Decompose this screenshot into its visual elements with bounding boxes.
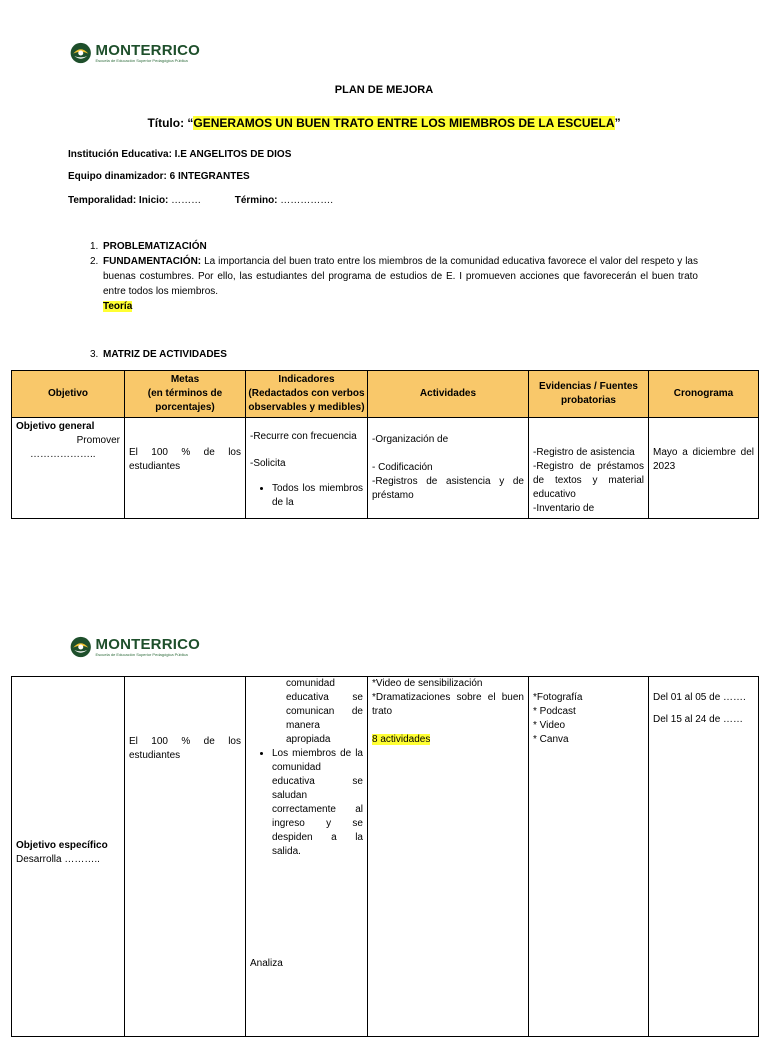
logo-name: MONTERRICO [95,41,200,59]
school-crest-icon [70,630,92,664]
logo-name: MONTERRICO [95,635,200,653]
title-highlight: GENERAMOS UN BUEN TRATO ENTRE LOS MIEMBROS DE LA ESCUELA [193,116,615,130]
row2-ind-bullet: • Los miembros de la comunidad educativa se saludan correctamente al ingreso y se despiden a la salida. [272,747,363,859]
institution-line: Institución Educativa: I.E ANGELITOS DE DIOS [68,149,292,160]
row1-objetivo-dots: ……………….. [30,449,96,460]
row2-ev-4: * Canva [533,734,569,745]
row1-ind-bullet: • Todos los miembros de la [272,482,363,510]
document-title [0,116,768,130]
matrix-header-row [12,371,759,418]
header-cronograma: Cronograma [649,371,759,418]
row1-objetivo-title: Objetivo general [16,421,95,432]
row2-act-highlight: 8 actividades [372,734,431,745]
section-3-number: 3. [90,349,99,360]
row1-actividades [368,418,529,519]
table-row [12,677,759,1037]
row2-act-2: *Dramatizaciones sobre el buen trato [372,692,524,717]
section-3-label: MATRIZ DE ACTIVIDADES [103,349,227,360]
row1-objetivo [12,418,125,519]
header-metas-sub: (en términos de porcentajes) [147,388,223,413]
row2-act-1: *Video de sensibilización [372,678,483,689]
row2-objetivo [12,677,125,1037]
section-2-highlight: Teoría [103,301,133,312]
document-heading: PLAN DE MEJORA [334,84,434,96]
header-indicadores [246,371,368,418]
header-actividades: Actividades [368,371,529,418]
row1-act-2: - Codificación [372,462,433,473]
row1-ind-list [250,482,363,510]
header-metas-title: Metas [170,374,200,385]
header-objetivo: Objetivo [12,371,125,418]
row1-evidencias [529,418,649,519]
row1-act-1: -Organización de [372,434,449,445]
row2-ev-3: * Video [533,720,566,731]
school-logo [70,34,200,72]
row1-ev-2: -Registro de préstamos de textos y material educativo [533,461,644,500]
school-crest-icon [70,36,92,70]
row2-ind-cont: comunidad educativa se comunican de manera apropiada [286,678,363,745]
row2-actividades [368,677,529,1037]
header-indicadores-title: Indicadores [278,374,335,385]
row1-ev-3: -Inventario de [533,503,595,514]
row2-cronograma [649,677,759,1037]
section-1 [90,239,700,254]
row1-cronograma: Mayo a diciembre del 2023 [649,418,759,519]
logo-subtitle: Escuela de Educación Superior Pedagógica Pública [95,651,188,657]
row1-indicadores [246,418,368,519]
row1-meta: El 100 % de los estudiantes [125,418,246,519]
row1-ev-1: -Registro de asistencia [533,447,635,458]
section-1-label: PROBLEMATIZACIÓN [103,241,207,252]
row2-objetivo-text: Desarrolla ……….. [16,854,100,865]
row2-indicadores [246,677,368,1037]
period-end-label: Término: [234,195,278,206]
section-2-text: La importancia del buen trato entre los miembros de la comunidad educativa favorece el valor del respeto y las buenas costumbres. Por ello, las estudiantes del programa de estudios de E. I promueven acciones que favorecerán el buen trato entre todos los miembros. [103,256,698,297]
row2-ind-list [250,747,363,859]
team-line: Equipo dinamizador: 6 INTEGRANTES [68,171,250,182]
header-evidencias: Evidencias / Fuentes probatorias [529,371,649,418]
section-1-number: 1. [90,241,99,252]
row1-ind-1: -Recurre con frecuencia [250,431,357,442]
period-end: ……………. [280,195,334,206]
title-prefix: Título: “ [147,116,194,130]
header-indicadores-sub: (Redactados con verbos observables y medibles) [248,388,365,413]
row2-ind-bottom: Analiza [250,958,283,969]
row2-crono-2: Del 15 al 24 de …… [653,714,744,725]
section-2-label: FUNDAMENTACIÓN: [103,256,202,267]
period-start: ……… [171,195,202,206]
row1-ind-2: -Solicita [250,458,286,469]
period-line [68,195,333,206]
activities-matrix [11,370,759,519]
section-2 [90,254,700,314]
section-list [90,239,700,314]
section-2-number: 2. [90,256,99,267]
row2-crono-1: Del 01 al 05 de ……. [653,692,746,703]
table-row [12,418,759,519]
logo-subtitle: Escuela de Educación Superior Pedagógica Pública [95,57,188,63]
row2-objetivo-title: Objetivo específico [16,840,108,851]
header-metas [125,371,246,418]
activities-matrix-continued [11,676,759,1037]
row1-objetivo-verb: Promover [76,435,120,446]
row1-act-3: -Registros de asistencia y de préstamo [372,476,524,501]
section-2-body [103,254,698,314]
title-suffix: ” [614,116,621,130]
row2-meta: El 100 % de los estudiantes [125,677,246,1037]
row2-ev-1: *Fotografía [533,692,583,703]
section-3 [90,347,227,362]
row2-ev-2: * Podcast [533,706,576,717]
period-label: Temporalidad: Inicio: [68,195,169,206]
school-logo-page2 [70,628,200,666]
row2-evidencias [529,677,649,1037]
